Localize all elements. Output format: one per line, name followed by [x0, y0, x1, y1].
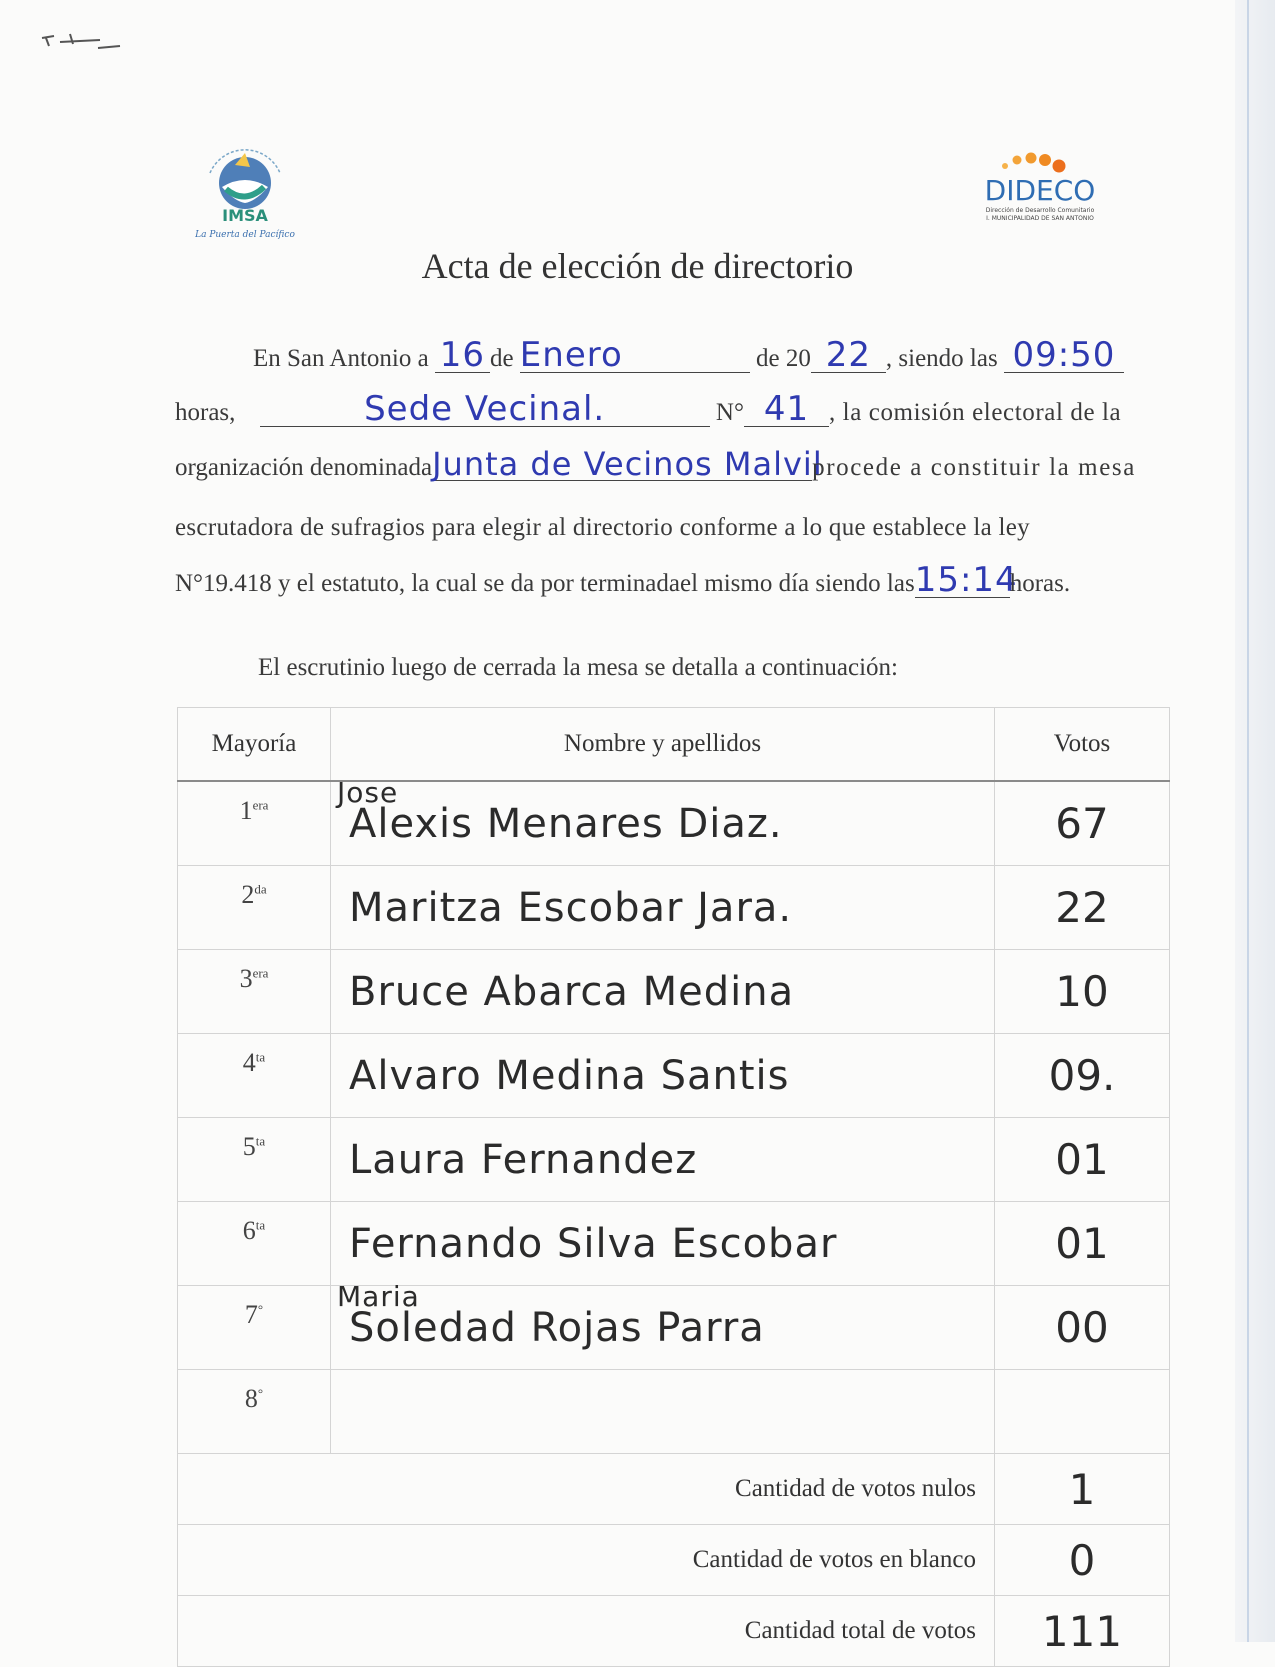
svg-text:Dirección de Desarrollo Comuni: Dirección de Desarrollo Comunitario	[985, 207, 1095, 214]
start-time-field: 09:50	[1004, 338, 1124, 373]
scan-mark-icon	[40, 28, 130, 52]
paragraph-line-1: En San Antonio a 16 de Enero de 20 22 , siendo las 09:50	[253, 338, 1124, 373]
day-field: 16	[435, 338, 490, 373]
paragraph-line-5: N°19.418 y el estatuto, la cual se da por terminadael mismo día siendo las15:14horas.	[175, 560, 1071, 600]
vote-count: 01	[995, 1118, 1170, 1202]
vote-count: 67	[995, 781, 1170, 866]
candidate-name	[331, 1370, 995, 1454]
total-votes-label: Cantidad total de votos	[178, 1596, 995, 1667]
candidate-name: Jose Alexis Menares Diaz.	[331, 781, 995, 866]
null-votes-value: 1	[995, 1454, 1170, 1525]
table-row	[178, 1202, 1170, 1286]
candidate-name: Alvaro Medina Santis	[331, 1034, 995, 1118]
candidate-name: Maria Soledad Rojas Parra	[331, 1286, 995, 1370]
header-name: Nombre y apellidos	[331, 708, 995, 782]
table-row	[178, 1370, 1170, 1454]
rank-cell: 7°	[178, 1286, 331, 1370]
imsa-logo	[190, 143, 300, 243]
vote-count: 01	[995, 1202, 1170, 1286]
table-row	[178, 950, 1170, 1034]
end-time-field: 15:14	[914, 560, 1018, 600]
rank-cell: $2^{da}$	[178, 866, 331, 950]
vote-count	[995, 1370, 1170, 1454]
results-table	[177, 707, 1170, 1667]
svg-text:La Puerta del Pacífico: La Puerta del Pacífico	[195, 230, 295, 240]
total-votes-value: 111	[995, 1596, 1170, 1667]
candidate-name: Fernando Silva Escobar	[331, 1202, 995, 1286]
table-header-row	[178, 708, 1170, 782]
total-votes-row	[178, 1596, 1170, 1667]
place-field: Sede Vecinal.	[260, 392, 710, 427]
rank-cell: $6^{ta}$	[178, 1202, 331, 1286]
vote-count: 10	[995, 950, 1170, 1034]
null-votes-label: Cantidad de votos nulos	[178, 1454, 995, 1525]
rank-cell: $4^{ta}$	[178, 1034, 331, 1118]
header-rank: Mayoría	[178, 708, 331, 782]
month-field: Enero	[520, 338, 750, 373]
svg-text:IMSA: IMSA	[222, 206, 268, 225]
table-row	[178, 1286, 1170, 1370]
candidate-name: Maritza Escobar Jara.	[331, 866, 995, 950]
candidate-name: Laura Fernandez	[331, 1118, 995, 1202]
vote-count: 00	[995, 1286, 1170, 1370]
dideco-logo	[975, 150, 1105, 230]
blank-votes-row	[178, 1525, 1170, 1596]
svg-text:DIDECO: DIDECO	[984, 174, 1096, 207]
results-intro: El escrutinio luego de cerrada la mesa se detalla a continuación:	[258, 654, 899, 681]
paragraph-line-2: horas, Sede Vecinal. N° 41 , la comisión electoral de la	[175, 389, 1122, 429]
table-row	[178, 866, 1170, 950]
candidate-name: Bruce Abarca Medina	[331, 950, 995, 1034]
null-votes-row	[178, 1454, 1170, 1525]
document-title: Acta de elección de directorio	[421, 246, 854, 286]
number-field: 41	[744, 392, 829, 427]
organization-field: Junta de Vecinos Malvil	[432, 445, 823, 483]
table-row	[178, 1118, 1170, 1202]
rank-cell: 8°	[178, 1370, 331, 1454]
vote-count: 09.	[995, 1034, 1170, 1118]
table-row	[178, 781, 1170, 866]
rank-cell: $1^{era}$	[178, 781, 331, 866]
rank-cell: $5^{ta}$	[178, 1118, 331, 1202]
blank-votes-value: 0	[995, 1525, 1170, 1596]
rank-cell: $3^{era}$	[178, 950, 331, 1034]
svg-text:I. MUNICIPALIDAD DE SAN ANTONI: I. MUNICIPALIDAD DE SAN ANTONIO	[986, 215, 1094, 222]
table-row	[178, 1034, 1170, 1118]
paragraph-line-3: organización denominadaJunta de Vecinos Malvilprocede a constituir la mesa	[175, 445, 1136, 483]
blank-votes-label: Cantidad de votos en blanco	[178, 1525, 995, 1596]
year-field: 22	[811, 338, 886, 373]
header-votes: Votos	[995, 708, 1170, 782]
paragraph-line-4: escrutadora de sufragios para elegir al directorio conforme a lo que establece la ley	[175, 514, 1030, 541]
vote-count: 22	[995, 866, 1170, 950]
